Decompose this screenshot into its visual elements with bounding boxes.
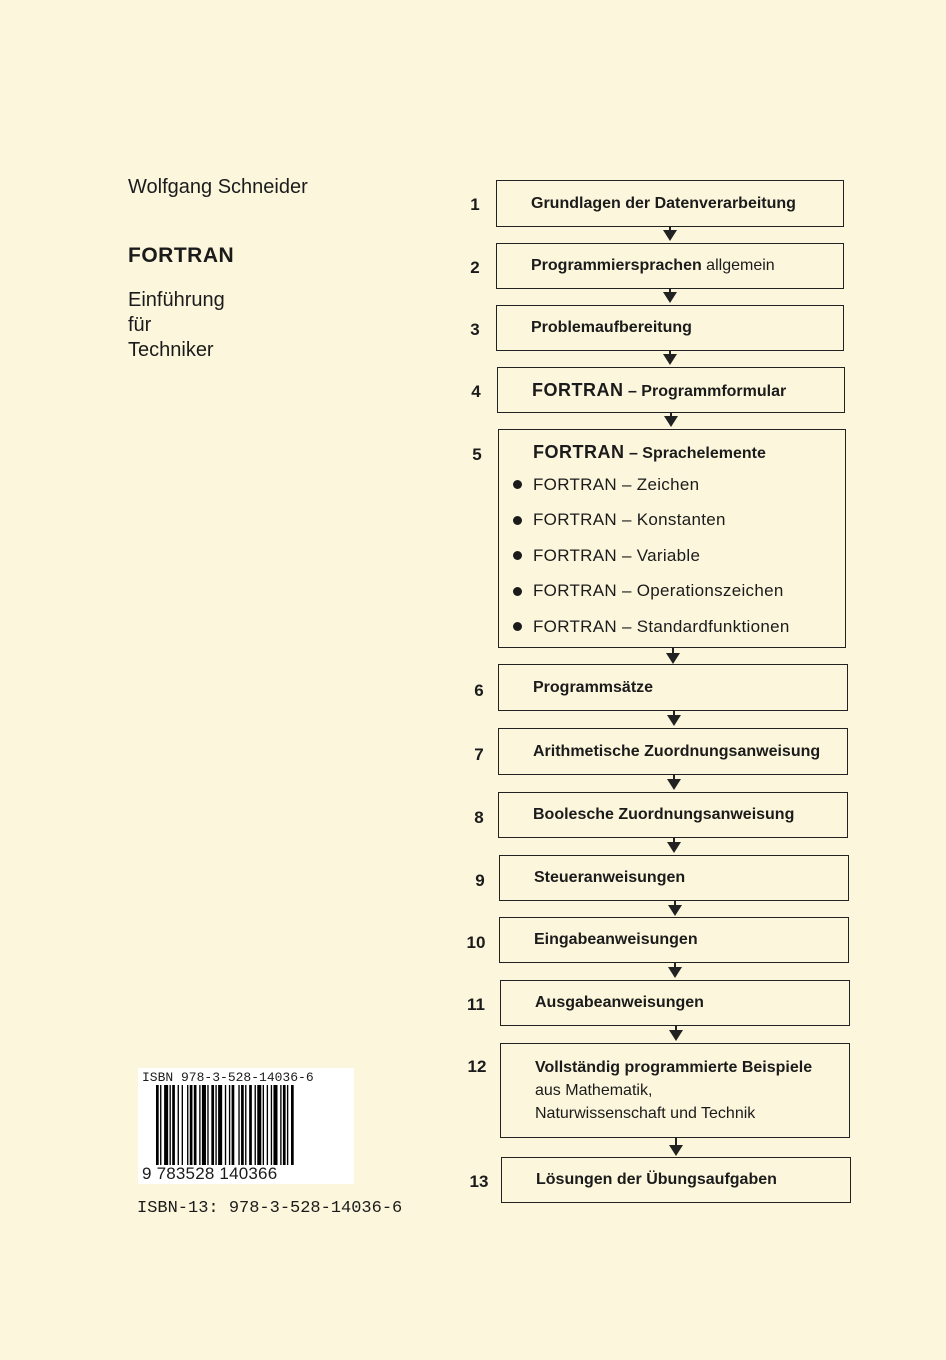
flow-arrow [670,413,672,425]
subtitle-line: für [128,314,152,336]
barcode-bar [271,1085,272,1165]
barcode-bar [229,1085,230,1165]
step-box [496,243,844,289]
step-box [499,855,849,901]
step-number: 3 [470,320,480,339]
step-number: 13 [469,1172,489,1191]
flow-arrow [674,901,676,914]
barcode-bar [194,1085,197,1165]
isbn-13: ISBN-13: 978-3-528-14036-6 [137,1199,403,1218]
subitem: FORTRAN – Zeichen [533,467,790,503]
step-label: Eingabeanweisungen [534,931,698,948]
barcode-bar [249,1085,252,1165]
step-label: Lösungen der Übungsaufgaben [536,1171,777,1188]
barcode-bar [215,1085,216,1165]
step-number: 4 [471,382,481,401]
step-box-with-subitems [498,429,846,648]
barcode-bar [207,1085,208,1165]
author-name: Wolfgang Schneider [128,176,308,198]
subitem: FORTRAN – Standardfunktionen [533,609,790,645]
barcode-bars [156,1085,336,1167]
barcode-bar [199,1085,200,1165]
barcode-bar [263,1085,264,1165]
barcode [138,1068,354,1184]
step-number: 10 [466,933,486,952]
barcode-bar [211,1085,214,1165]
step-box [500,1043,850,1138]
flow-arrow [673,838,675,851]
step-label: Problemaufbereitung [531,319,692,336]
flow-arrow [669,227,671,239]
bullet-icon [513,516,522,525]
flow-arrow [675,1026,677,1039]
step-number: 1 [470,195,480,214]
barcode-bar [202,1085,206,1165]
step-label: Programmsätze [533,678,654,696]
subtitle-line: Techniker [128,339,214,361]
barcode-bar [187,1085,188,1165]
step-number: 7 [474,745,484,764]
chapter-flowchart [460,0,860,1360]
barcode-bar [255,1085,256,1165]
step-box [500,980,850,1026]
step-number: 12 [467,1057,487,1076]
step-number: 9 [475,871,485,890]
barcode-bar [160,1085,161,1165]
flow-arrow [674,963,676,976]
barcode-bar [280,1085,281,1165]
barcode-bar [283,1085,286,1165]
flow-arrow [675,1138,677,1154]
step-label: Ausgabeanweisungen [535,994,704,1011]
subtitle-line: Einführung [128,289,225,311]
step-number: 8 [474,808,484,827]
barcode-bar [245,1085,246,1165]
step-number: 2 [470,258,480,277]
bullet-icon [513,551,522,560]
step-label: Grundlagen der Datenverarbeitung [531,194,796,212]
flow-arrow [672,648,674,662]
barcode-bar [172,1085,175,1165]
step-label: FORTRAN – Programmformular [532,379,787,400]
bullet-icon [513,622,522,631]
subitem: FORTRAN – Konstanten [533,503,790,539]
bullet-icon [513,480,522,489]
step-label: FORTRAN – Sprachelemente [533,442,766,462]
step-label-line: aus Mathematik, [535,1082,653,1099]
book-title: FORTRAN [128,244,235,267]
flow-arrow [673,775,675,788]
barcode-bar [273,1085,277,1165]
step-box [498,728,848,775]
barcode-bar [267,1085,268,1165]
step-number: 5 [472,445,482,464]
step-number: 6 [474,681,484,700]
subitem-list [533,467,790,645]
barcode-isbn-text: ISBN 978-3-528-14036-6 [142,1070,314,1085]
barcode-bar [178,1085,179,1165]
step-number: 11 [467,995,485,1014]
step-label: Vollständig programmierte Beispiele [535,1059,813,1076]
step-box [501,1157,851,1203]
step-box [499,917,849,963]
barcode-bar [257,1085,261,1165]
flow-arrow [673,711,675,724]
subitem: FORTRAN – Variable [533,538,790,574]
flow-arrow [669,351,671,363]
barcode-bar [182,1085,183,1165]
bullet-icon [513,587,522,596]
step-box [496,180,844,227]
barcode-bar [218,1085,222,1165]
book-subtitle [128,288,225,363]
barcode-bar [156,1085,159,1165]
step-box [498,792,848,838]
step-label: Programmiersprachen allgemein [531,257,775,274]
flow-arrow [669,289,671,301]
step-box [497,367,845,413]
step-box [498,664,848,711]
barcode-digits: 9 783528 140366 [142,1164,278,1183]
step-box [496,305,844,351]
barcode-bar [225,1085,226,1165]
barcode-bar [241,1085,244,1165]
step-label: Boolesche Zuordnungsanweisung [533,806,795,823]
barcode-bar [164,1085,168,1165]
step-label: Arithmetische Zuordnungsanweisung [533,742,821,760]
barcode-bar [238,1085,239,1165]
barcode-bar [287,1085,288,1165]
step-label-line: Naturwissenschaft und Technik [535,1105,756,1122]
barcode-bar [291,1085,294,1165]
barcode-bar [170,1085,171,1165]
barcode-bar [190,1085,193,1165]
subitem: FORTRAN – Operationszeichen [533,574,790,610]
step-label: Steueranweisungen [534,869,686,886]
barcode-bar [232,1085,235,1165]
